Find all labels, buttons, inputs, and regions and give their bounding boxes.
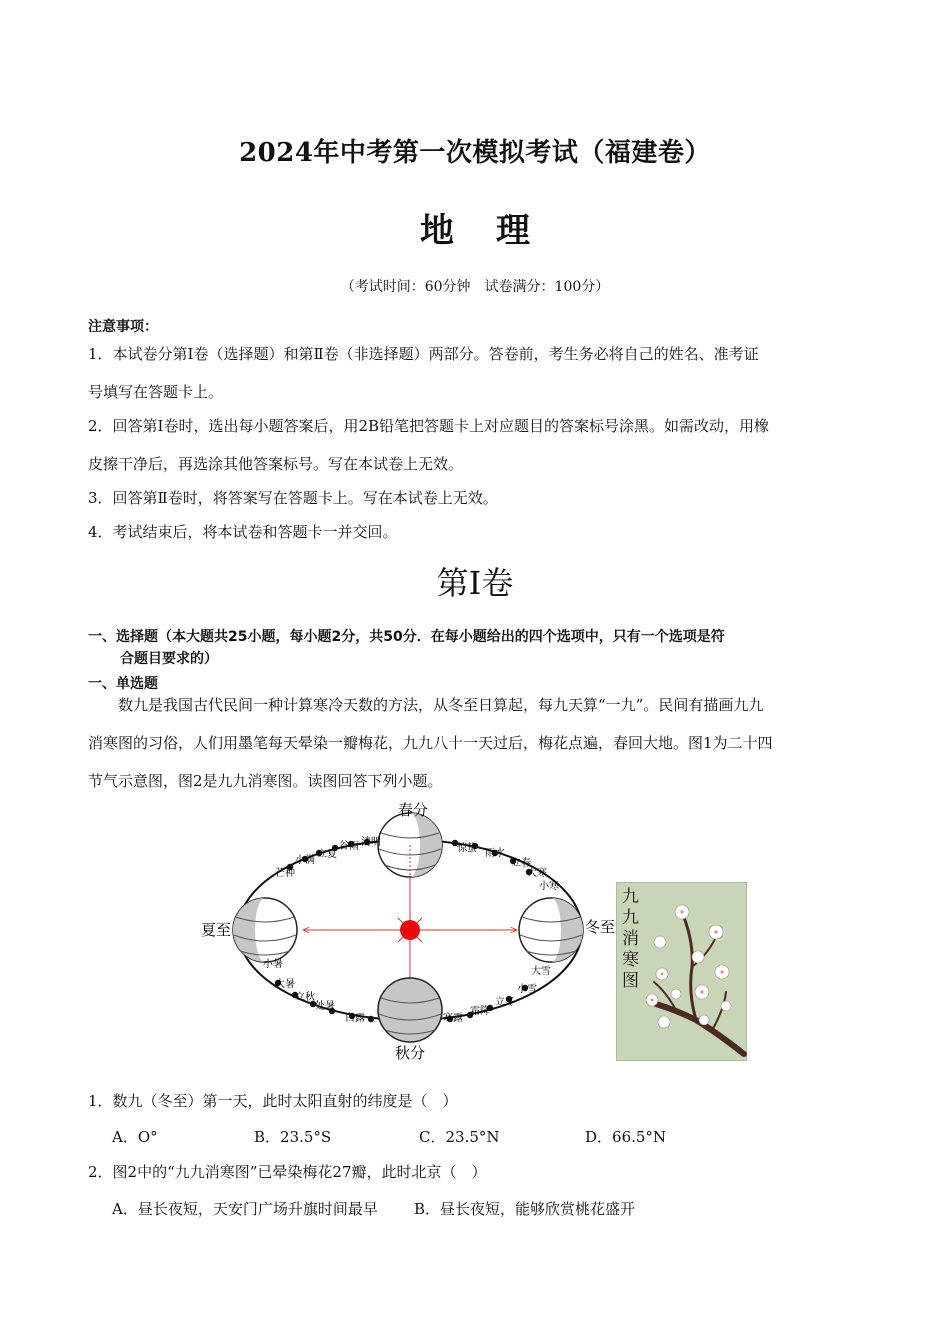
question-1-option-d: D．66.5°N — [585, 1128, 667, 1146]
part-heading: 第Ⅰ卷 — [436, 564, 514, 602]
globe-winter — [519, 898, 583, 962]
question-1-option-b: B．23.5°S — [254, 1128, 332, 1146]
picture-label-char: 图 — [622, 971, 639, 991]
intro-line: 节气示意图，图2是九九消寒图。读图回答下列小题。 — [88, 772, 443, 790]
question-2-option-b: B．昼长夜短，能够欣赏桃花盛开 — [414, 1200, 636, 1218]
label-winter: 冬至 — [585, 918, 616, 936]
solar-terms-diagram — [195, 795, 625, 1070]
term-label: 立冬 — [495, 997, 515, 1008]
term-label: 立春 — [511, 858, 531, 869]
term-label: 小暑 — [263, 959, 283, 970]
term-label: 霜降 — [470, 1006, 490, 1017]
question-1-stem: 1．数九（冬至）第一天，此时太阳直射的纬度是（ ） — [88, 1092, 458, 1110]
notice-line: 号填写在答题卡上。 — [88, 383, 224, 401]
subject-title: 地理 — [420, 211, 572, 251]
picture-label-char: 寒 — [622, 950, 639, 970]
term-label: 清明 — [361, 837, 381, 848]
globe-autumn — [378, 970, 442, 1042]
intro-line: 消寒图的习俗，人们用墨笔每天晕染一瓣梅花，九九八十一天过后，梅花点遍，春回大地。图1为二十四 — [88, 734, 773, 752]
term-label: 小雪 — [517, 984, 537, 995]
question-1-option-a: A．O° — [112, 1128, 158, 1146]
term-label: 大暑 — [275, 979, 295, 990]
term-label: 小寒 — [539, 881, 559, 892]
term-label: 处暑 — [315, 1001, 335, 1012]
term-label: 小满 — [295, 855, 315, 866]
question-2-stem: 2．图2中的“九九消寒图”已晕染梅花27瓣，此时北京（ ） — [88, 1163, 487, 1181]
question-1-option-c: C．23.5°N — [419, 1128, 500, 1146]
term-label: 芒种 — [275, 868, 295, 879]
term-label: 立秋 — [295, 992, 315, 1003]
term-label: 惊蛰 — [457, 843, 477, 854]
subsection-heading: 一、单选题 — [88, 676, 158, 692]
question-2-option-a: A．昼长夜短，天安门广场升旗时间最早 — [112, 1200, 378, 1218]
label-summer: 夏至 — [201, 921, 232, 939]
exam-title: 2024年中考第一次模拟考试（福建卷） — [239, 138, 711, 168]
picture-label-char: 九 — [622, 908, 639, 928]
term-label: 大雪 — [531, 966, 551, 977]
notice-line: 1．本试卷分第Ⅰ卷（选择题）和第Ⅱ卷（非选择题）两部分。答卷前，考生务必将自己的姓名、准考证 — [88, 345, 759, 363]
intro-line: 数九是我国古代民间一种计算寒冷天数的方法，从冬至日算起，每九天算“一九”。民间有描画九九 — [88, 696, 764, 714]
label-spring: 春分 — [398, 801, 429, 819]
notice-line: 3．回答第Ⅱ卷时，将答案写在答题卡上。写在本试卷上无效。 — [88, 489, 498, 507]
section-heading-cont: 合题目要求的） — [120, 651, 218, 667]
globe-spring — [378, 813, 442, 887]
notice-line: 皮擦干净后，再选涂其他答案标号。写在本试卷上无效。 — [88, 455, 464, 473]
globe-summer — [233, 898, 297, 962]
term-label: 大寒 — [527, 868, 547, 879]
section-heading: 一、选择题（本大题共25小题，每小题2分，共50分．在每小题给出的四个选项中，只有一个选项是符 — [88, 629, 725, 645]
term-label: 雨水 — [485, 848, 505, 859]
term-label: 寒露 — [443, 1013, 463, 1024]
term-label: 立夏 — [317, 849, 337, 860]
sun — [393, 913, 427, 947]
notice-line: 2．回答第Ⅰ卷时，选出每小题答案后，用2B铅笔把答题卡上对应题目的答案标号涂黑。如需改动，用橡 — [88, 417, 770, 435]
jiujiu-xiaohan-picture — [616, 882, 747, 1061]
label-autumn: 秋分 — [395, 1044, 426, 1062]
exam-info: （考试时间：60分钟 试卷满分：100分） — [340, 279, 610, 295]
notice-line: 4．考试结束后，将本试卷和答题卡一并交回。 — [88, 523, 398, 541]
notice-title: 注意事项： — [88, 319, 158, 335]
picture-label-char: 九 — [622, 887, 639, 907]
term-label: 谷雨 — [339, 841, 359, 852]
term-label: 白露 — [345, 1013, 365, 1024]
picture-label-char: 消 — [622, 929, 639, 949]
